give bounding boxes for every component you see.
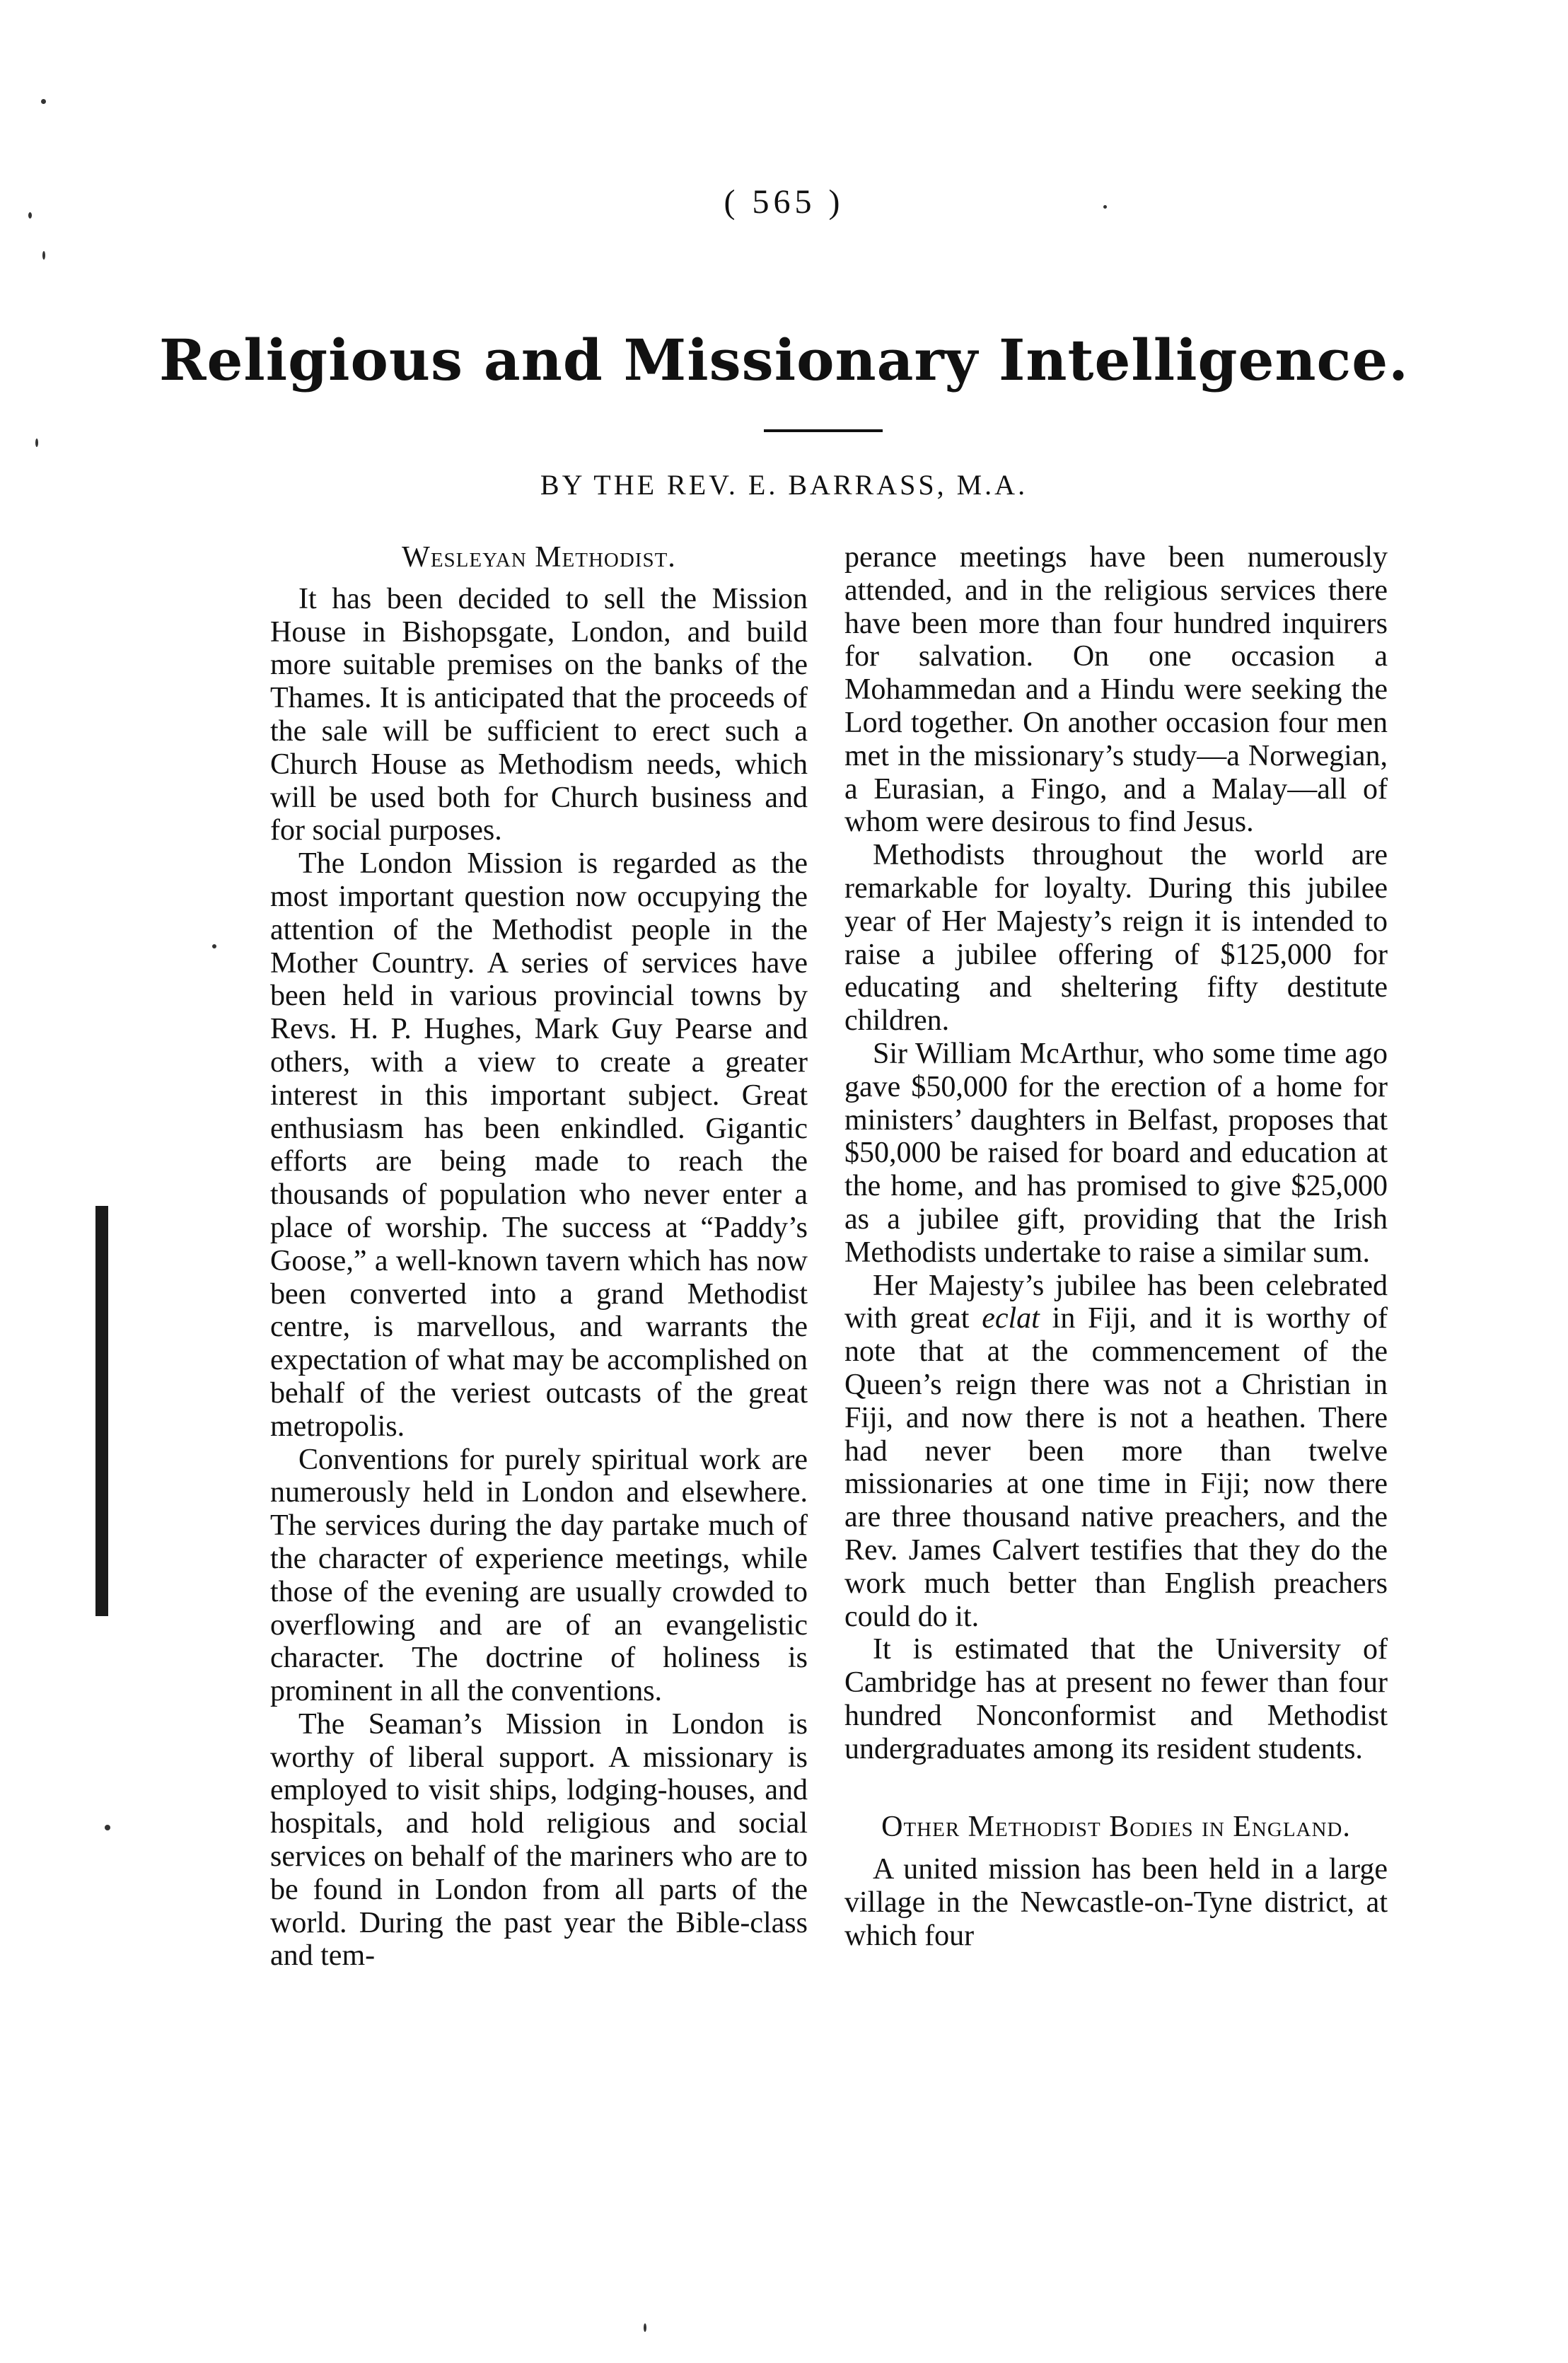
fiji-text-italic: eclat	[982, 1302, 1040, 1335]
scan-speck	[28, 212, 32, 219]
paragraph-fiji	[844, 1270, 1388, 1634]
section-heading-other-methodist: Other Methodist Bodies in England.	[881, 1811, 1351, 1844]
paragraph-united-mission: A united mission has been held in a large village in the Newcastle-on-Tyne district, at which four	[844, 1853, 1388, 1953]
scan-speck	[644, 2323, 646, 2332]
paragraph-conventions: Conventions for purely spiritual work are numerously held in London and elsewhere. The services during the day partake much of the character of experience meetings, while those of the evening are usually crowded to overflowing and are of an evangelistic character. The doctrine of holiness is prominent in all the conventions.	[270, 1443, 808, 1708]
scan-speck	[1103, 205, 1107, 209]
left-column	[270, 541, 808, 1973]
byline: BY THE REV. E. BARRASS, M.A.	[540, 469, 1028, 501]
paragraph-cambridge: It is estimated that the University of Cambridge has at present no fewer than four hundred Nonconformist and Methodist undergraduates among its resident students.	[844, 1633, 1388, 1765]
paragraph-seamans-mission: The Seaman’s Mission in London is worthy of liberal support. A missionary is employed to visit ships, lodging-houses, and hospitals, and hold religious and social services on behalf of the mariners who are to be found in London from all parts of the world. During the past year the Bible-class and tem-	[270, 1707, 808, 1973]
right-column	[844, 541, 1388, 1953]
page-number: ( 565 )	[724, 183, 844, 221]
scan-speck	[41, 99, 46, 104]
fiji-text-before: Her Majesty’s jubilee has been celebrated with great	[844, 1269, 1388, 1335]
scan-speck	[35, 439, 38, 447]
paragraph-london-mission: The London Mission is regarded as the most important question now occupying the attention of the Methodist people in the Mother Country. A series of services have been held in various provincial towns by Revs. H. P. Hughes, Mark Guy Pearse and others, with a view to create a greater interest in this important subject. Great enthusiasm has been enkindled. Gigantic efforts are being made to reach the thousands of population who never enter a place of worship. The success at “Paddy’s Goose,” a well-known tavern which has now been converted into a grand Methodist centre, is marvellous, and warrants the expectation of what may be accomplished on behalf of the veriest outcasts of the great metropolis.	[270, 847, 808, 1443]
scan-margin-bar	[95, 1206, 108, 1616]
fiji-text-after: in Fiji, and it is worthy of note that at the commencement of the Queen’s reign there was not a Christian in Fiji, and now there is not a heathen. There had never been more than twelve missionaries at one time in Fiji; now there are three thousand native preachers, and the Rev. James Calvert testifies that they do the work much better than English preachers could do it.	[844, 1302, 1388, 1633]
paragraph-mcarthur: Sir William McArthur, who some time ago gave $50,000 for the erection of a home for ministers’ daughters in Belfast, proposes that $50,000 be raised for board and education at the home, and has promised to give $25,000 as a jubilee gift, providing that the Irish Methodists undertake to raise a similar sum.	[844, 1037, 1388, 1269]
paragraph-jubilee-offering: Methodists throughout the world are remarkable for loyalty. During this jubilee year of Her Majesty’s reign it is intended to raise a jubilee offering of $125,000 for educating and sheltering fifty destitute children.	[844, 839, 1388, 1038]
title-rule	[764, 429, 883, 432]
page-title: Religious and Missionary Intelligence.	[158, 327, 1410, 393]
paragraph-temperance-continued: perance meetings have been numerously attended, and in the religious services there have been more than four hundred inquirers for salvation. On one occasion a Mohammedan and a Hindu were seeking the Lord together. On another occasion four men met in the missionary’s study—a Norwegian, a Eurasian, a Fingo, and a Malay—all of whom were desirous to find Jesus.	[844, 541, 1388, 839]
scan-speck	[105, 1825, 110, 1830]
scan-speck	[42, 251, 45, 260]
section-heading-wesleyan: Wesleyan Methodist.	[402, 541, 676, 574]
paragraph-mission-house: It has been decided to sell the Mission House in Bishopsgate, London, and build more suitable premises on the banks of the Thames. It is anticipated that the proceeds of the sale will be sufficient to erect such a Church House as Methodism needs, which will be used both for Church business and for social purposes.	[270, 582, 808, 847]
scan-speck	[212, 944, 216, 948]
